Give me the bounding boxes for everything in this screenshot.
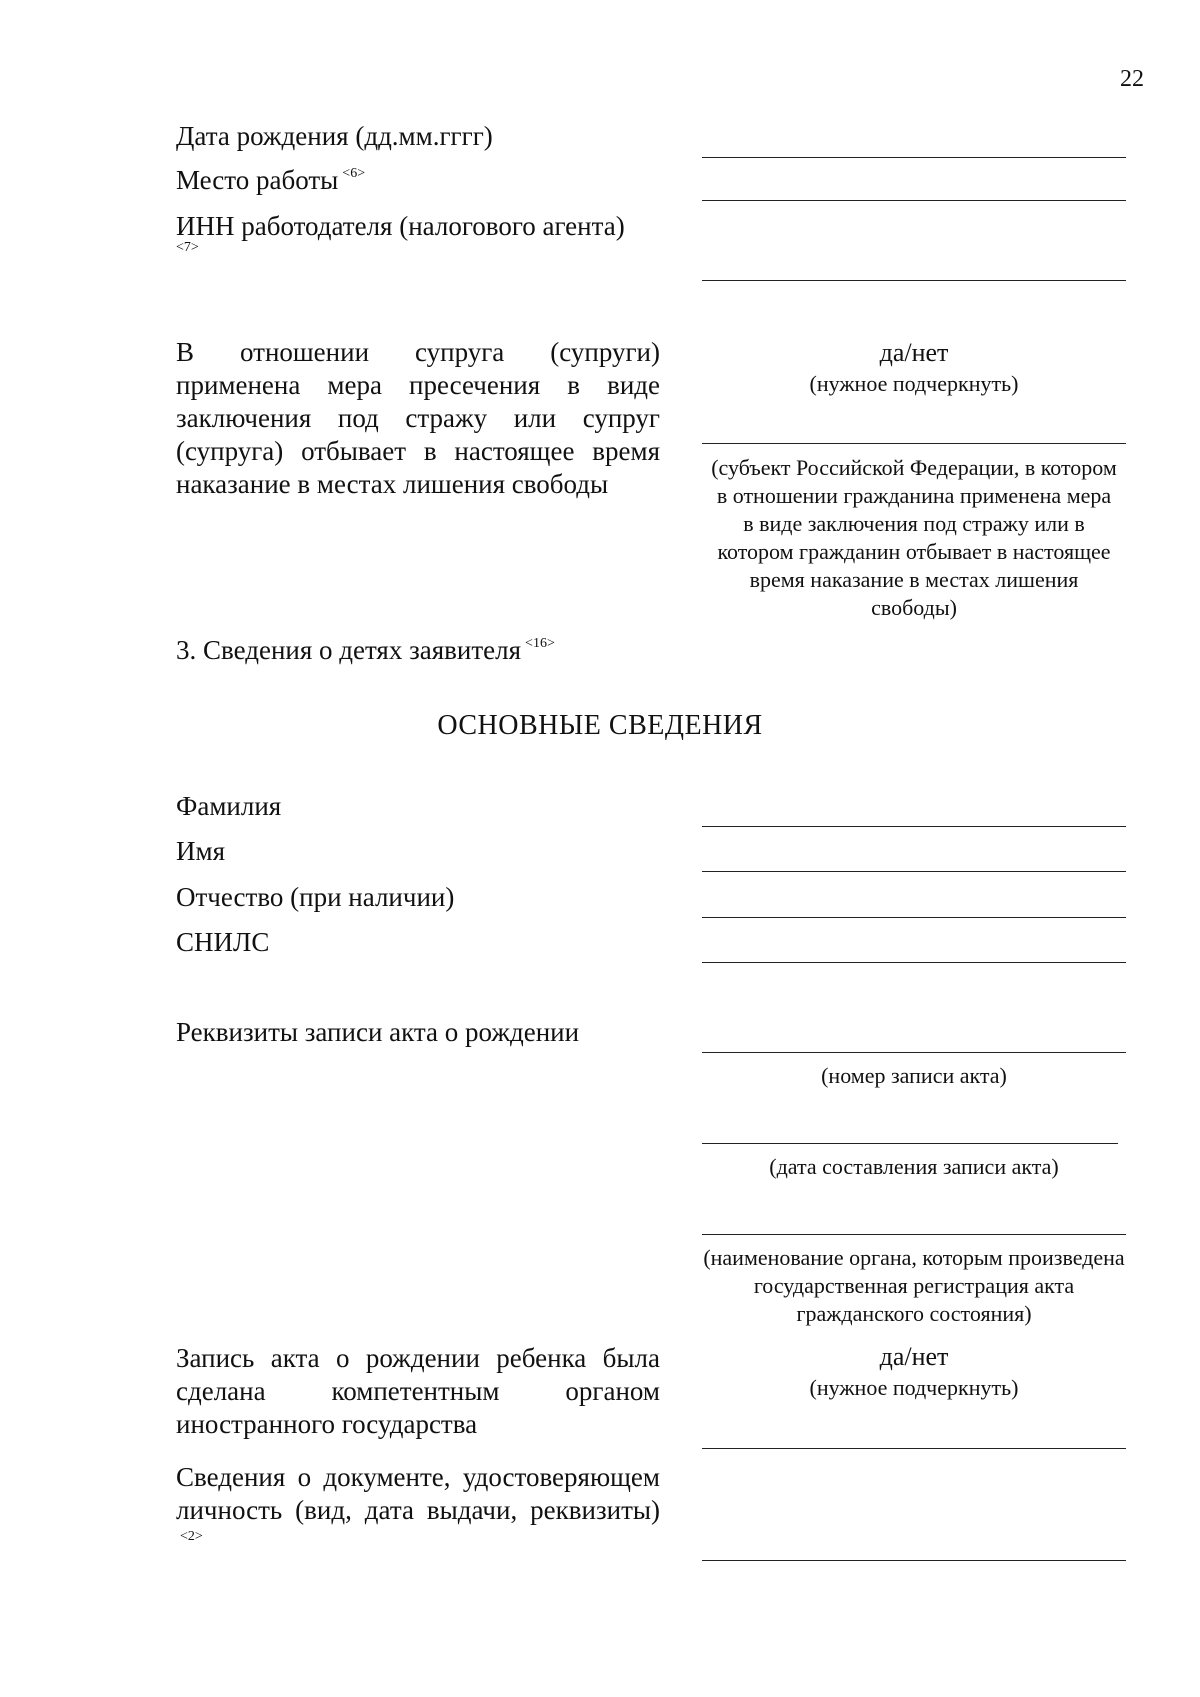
birth-date-label: Дата рождения (дд.мм.гггг) [176, 121, 493, 151]
section-3-title [176, 634, 555, 667]
workplace-label [176, 164, 365, 197]
birth-record-date-hint: (дата составления записи акта) [769, 1154, 1059, 1179]
foreign-record-label: Запись акта о рождении ребенка была сделана компетентным органом иностранного государства [176, 1343, 660, 1439]
birth-record-authority-hint: (наименование органа, которым произведена государственная регистрация акта гражданского состояния) [703, 1245, 1125, 1326]
footnote-marker: <2> [180, 1529, 203, 1544]
employer-inn-label: ИНН работодателя (налогового агента) [176, 211, 625, 241]
spouse-region-line[interactable] [702, 443, 1126, 444]
foreign-record-line[interactable] [702, 1448, 1126, 1449]
foreign-yes-no[interactable]: да/нет [879, 1342, 949, 1371]
page-number: 22 [1120, 66, 1144, 92]
footnote-marker: <16> [525, 636, 555, 651]
section-3-title-text: 3. Сведения о детях заявителя [176, 635, 522, 665]
id-document-line[interactable] [702, 1560, 1126, 1561]
birth-record-label: Реквизиты записи акта о рождении [176, 1017, 580, 1047]
id-document-label-text: Сведения о документе, удостоверяющем личность (вид, дата выдачи, реквизиты) [176, 1462, 660, 1525]
birth-record-date-line[interactable] [702, 1143, 1118, 1144]
foreign-yes-no-hint: (нужное подчеркнуть) [809, 1375, 1019, 1400]
patronymic-line[interactable] [702, 917, 1126, 918]
spouse-region-hint: (субъект Российской Федерации, в котором в отношении гражданина применена мера в виде заключения под стражу или в котором гражданин отбывает в настоящее время наказание в местах лишения свободы) [711, 455, 1117, 620]
employer-inn-footnote: <7> [176, 240, 199, 255]
main-info-heading: ОСНОВНЫЕ СВЕДЕНИЯ [437, 710, 763, 741]
employer-inn-line[interactable] [702, 280, 1126, 281]
name-label: Имя [176, 836, 226, 866]
id-document-label [176, 1461, 660, 1560]
name-line[interactable] [702, 871, 1126, 872]
birth-record-number-line[interactable] [702, 1052, 1126, 1053]
workplace-line[interactable] [702, 200, 1126, 201]
snils-line[interactable] [702, 962, 1126, 963]
footnote-marker: <6> [342, 166, 366, 181]
birth-date-line[interactable] [702, 157, 1126, 158]
surname-line[interactable] [702, 826, 1126, 827]
workplace-label-text: Место работы [176, 165, 339, 195]
spouse-yes-no-hint: (нужное подчеркнуть) [809, 371, 1019, 396]
spouse-detention-label: В отношении супруга (супруги) применена мера пресечения в виде заключения под стражу или супруг (супруга) отбывает в настоящее время наказание в местах лишения свободы [176, 337, 660, 499]
birth-record-number-hint: (номер записи акта) [821, 1063, 1007, 1088]
spouse-yes-no[interactable]: да/нет [879, 338, 949, 367]
birth-record-authority-line[interactable] [702, 1234, 1126, 1235]
surname-label: Фамилия [176, 791, 282, 821]
snils-label: СНИЛС [176, 927, 270, 957]
patronymic-label: Отчество (при наличии) [176, 882, 455, 912]
